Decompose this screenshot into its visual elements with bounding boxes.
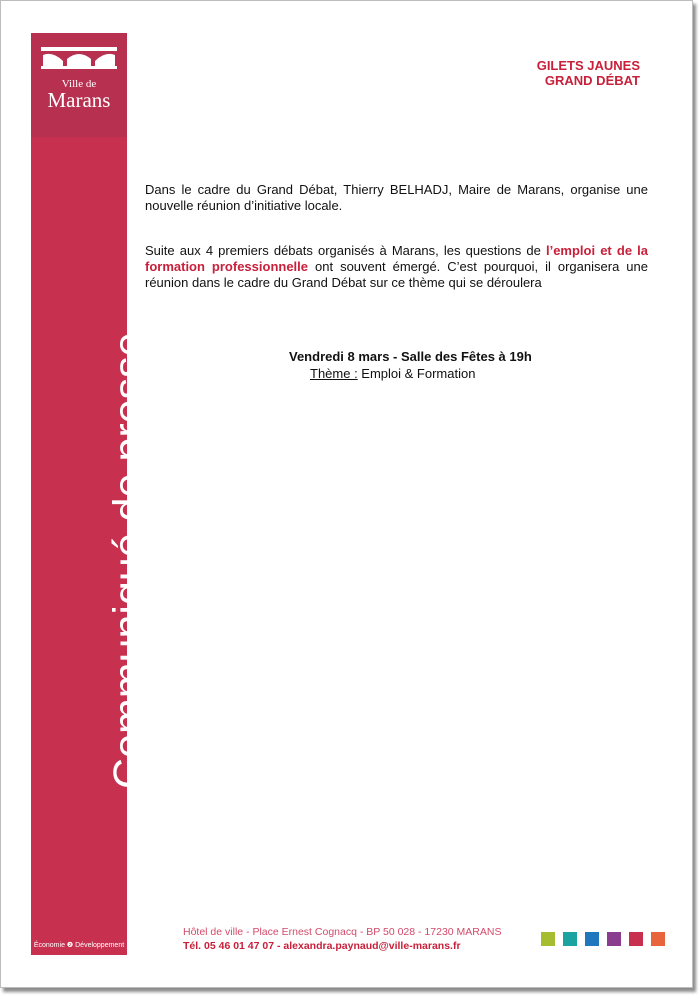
sidebar-band [31, 33, 153, 955]
header-tag [537, 58, 640, 88]
footer-address: Hôtel de ville - Place Ernest Cognacq - BP 50 028 - 17230 MARANS [183, 926, 502, 938]
header-line-1: GILETS JAUNES [536, 58, 640, 73]
color-swatch [629, 932, 643, 946]
theme-value: Emploi & Formation [357, 366, 476, 381]
paragraph-highlight: l’emploi et de la formation professionnelle [145, 243, 649, 274]
color-swatch [585, 932, 599, 946]
footer-contact: Tél. 05 46 01 47 07 - alexandra.paynaud@ville-marans.fr [183, 940, 461, 952]
paragraph-context [145, 243, 648, 291]
header-line-2: GRAND DÉBAT [544, 73, 640, 88]
logo-ville-de: Ville de [61, 78, 97, 90]
color-swatches [541, 932, 665, 946]
color-swatch [563, 932, 577, 946]
paragraph-intro: Dans le cadre du Grand Débat, Thierry BELHADJ, Maire de Marans, organise une nouvelle réunion d’initiative locale. [145, 182, 648, 213]
event-theme [310, 366, 475, 381]
paragraph-context-start: Suite aux 4 premiers débats organisés à Marans, les questions de [145, 243, 546, 258]
color-swatch [607, 932, 621, 946]
theme-label: Thème : [310, 366, 358, 381]
paragraph-context-end: ont souvent émergé. C’est pourquoi, il organisera une réunion dans le cadre du Grand Débat sur ce thème qui se déroulera [145, 259, 648, 290]
vertical-title: Communiqué de presse [105, 332, 153, 789]
arch-bridge-icon [41, 47, 117, 69]
sidebar-footer-label: Économie ❷ Développement [33, 942, 125, 949]
logo-marans: Marans [47, 88, 111, 112]
event-date-location: Vendredi 8 mars - Salle des Fêtes à 19h [289, 349, 532, 364]
logo [31, 33, 127, 137]
color-swatch [541, 932, 555, 946]
color-swatch [651, 932, 665, 946]
